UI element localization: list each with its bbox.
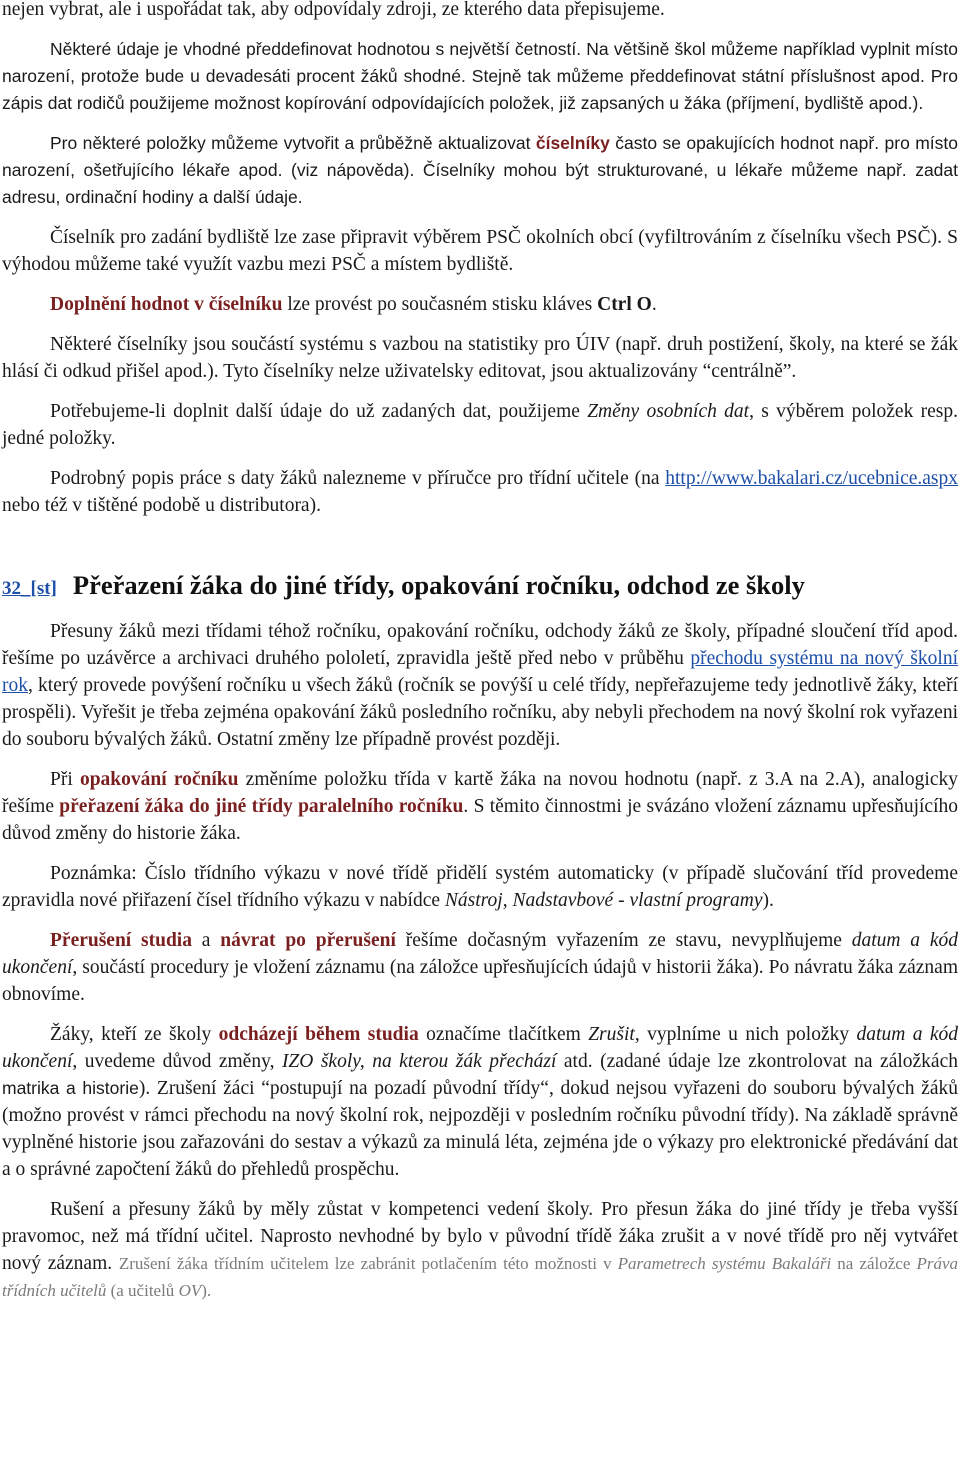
highlight-interruption: Přerušení studia [50, 930, 192, 951]
text: Některé číselníky jsou součástí systému s vazbou na statistiky pro ÚIV (např. druh postižení, školy, na které se žák hlásí či odkud přišel apod.). Tyto číselníky nelze uživatelsky editovat, jsou aktualizovány “centrálně”. [2, 334, 958, 382]
text: Rušení a přesuny žáků by měly zůstat v kompetenci vedení školy. Pro přesun žáka do jiné třídy je třeba vyšší pravomoc, než má třídní učitel. Naprosto nevhodné by bylo v původní třídě žáka zrušit a v nové třídě pro něj vytvářet nový záznam. [2, 1199, 958, 1274]
gray-note: Zrušení žáka třídním učitelem lze zabránit potlačením této možnosti v [118, 1254, 618, 1273]
paragraph-manual [2, 465, 958, 519]
text: ). Zrušení žáci “postupují na pozadí původní třídy“, dokud nejsou vyřazeni do souboru bývalých žáků (možno provést v rámci přechodu na nový školní rok, nejpozději v posledním ročníku původní třídy). Na základě správně vyplněné historie jsou zařazováni do sestav a výkazů za minulá léta, zejména jde o výkazy pro elektronické předávání dat a o správné započtení žáků do přehledů prospěchu. [2, 1078, 958, 1180]
text: Některé údaje je vhodné předdefinovat hodnotou s největší četností. Na většině škol můžeme například vyplnit místo narození, protože bude u devadesáti procent žáků shodné. Stejně tak můžeme předdefinovat státní příslušnost apod. Pro zápis dat rodičů použijeme možnost kopírování odpovídajících položek, již zapsaných u žáka (příjmení, bydliště apod.). [2, 39, 958, 113]
text: Potřebujeme-li doplnit další údaje do už zadaných dat, použijeme [50, 401, 588, 422]
text: označíme tlačítkem [418, 1024, 589, 1045]
text: , uvedeme důvod změny, [72, 1051, 282, 1072]
text: , který provede povýšení ročníku u všech žáků (ročník se povýší u celé třídy, nepřeřazujeme tedy jednotlivě žáky, kteří prospěli). Vyřešit je třeba zejména opakování žáků posledního ročníku, aby nebyli přechodem na nový školní rok vyřazeni do souboru bývalých žáků. Ostatní změny lze případně provést později. [2, 675, 958, 750]
text: Číselník pro zadání bydliště lze zase připravit výběrem PSČ okolních obcí (vyfiltrováním z číselníku všech PSČ). S výhodou můžeme také využít vazbu mezi PSČ a místem bydliště. [2, 227, 958, 275]
gray-note: (a učitelů [106, 1281, 179, 1300]
gray-italic: Parametrech systému Bakaláři [617, 1254, 832, 1273]
text: . [651, 294, 657, 315]
text: Žáky, kteří ze školy [50, 1024, 219, 1045]
highlight-repeat-year: opakování ročníku [79, 769, 239, 790]
manual-link[interactable]: http://www.bakalari.cz/ucebnice.aspx [665, 468, 958, 489]
paragraph-codebooks [2, 130, 958, 211]
text: , vyplníme u nich položky [634, 1024, 857, 1045]
text: Pro některé položky můžeme vytvořit a průběžně aktualizovat [50, 133, 536, 153]
text: , součástí procedury je vložení záznamu (na záložce upřesňujících údajů v historii žáka). Po návratu žáka záznam obnovíme. [2, 957, 958, 1005]
text: řešíme po uzávěrce a archivaci druhého pololetí, zpravidla ještě před nebo v průběhu [2, 648, 691, 669]
italic-term: Zrušit [588, 1024, 635, 1045]
paragraph-shortcut [2, 291, 958, 318]
italic-term: datum a kód ukončení [2, 930, 959, 978]
text: často se opakujících hodnot např. pro místo narození, ošetřujícího lékaře apod. (viz nápověda). [2, 133, 958, 180]
paragraph-defaults [2, 36, 958, 117]
text: . S těmito činnostmi je svázáno vložení záznamu upřesňujícího důvod změny do historie žáka. [2, 796, 958, 844]
text: a [191, 930, 221, 951]
text: , s výběrem položek resp. jedné položky. [2, 401, 958, 449]
italic-term: Změny osobních dat [587, 401, 750, 422]
italic-term: datum a kód ukončení [2, 1024, 959, 1072]
italic-term: Nástroj [444, 890, 503, 911]
text: Poznámka: Číslo třídního výkazu v nové třídě přidělí systém automaticky (v případě slučování tříd provedeme zpravidla nové přiřazení čísel třídního výkazu v nabídce [2, 863, 958, 911]
paragraph-personal-data [2, 398, 958, 452]
section-number-link[interactable]: 32_[st] [2, 578, 57, 599]
italic-term: IZO školy, na kterou žák přechází [281, 1051, 557, 1072]
paragraph-continuation [2, 0, 958, 23]
text: Podrobný popis práce s daty žáků nalezneme v příručce pro třídní učitele (na [50, 468, 666, 489]
paragraph-repeat-year [2, 766, 958, 847]
highlight-fill-values: Doplnění hodnot v číselníku [50, 294, 283, 315]
gray-note: na záložce [831, 1254, 917, 1273]
gray-note: ). [201, 1281, 212, 1300]
text: řešíme dočasným vyřazením ze stavu, nevyplňujeme [395, 930, 852, 951]
highlight-return: návrat po přerušení [220, 930, 396, 951]
highlight-codebooks: číselníky [535, 133, 610, 153]
paragraph-interruption [2, 927, 958, 1008]
key-shortcut: Ctrl O [597, 294, 652, 315]
text: nejen vybrat, ale i uspořádat tak, aby odpovídaly zdroji, ze kterého data přepisujeme. [2, 0, 665, 20]
section-title: Přeřazení žáka do jiné třídy, opakování ročníku, odchod ze školy [72, 570, 805, 600]
text: nebo též v tištěné podobě u distributora). [2, 495, 321, 516]
italic-term: Nadstavbové - vlastní programy [512, 890, 763, 911]
text: Číselníky mohou být strukturované, u lékaře můžeme např. zadat adresu, ordinační hodiny a další údaje. [2, 160, 958, 207]
paragraph-competence [2, 1196, 958, 1304]
text: ). [762, 890, 774, 911]
paragraph-leaving [2, 1021, 958, 1183]
text: atd. (zadané údaje lze zkontrolovat na záložkách [556, 1051, 958, 1072]
section-heading [2, 568, 958, 606]
paragraph-transfers [2, 618, 958, 753]
gray-italic: OV [178, 1281, 202, 1300]
paragraph-note [2, 860, 958, 914]
paragraph-system-codebooks [2, 331, 958, 385]
text: změníme položku třída v kartě žáka na novou hodnotu (např. z 3.A na 2.A), analogicky řešíme [2, 769, 958, 817]
paragraph-residence-codebook [2, 224, 958, 278]
text: lze provést po současném stisku kláves [282, 294, 598, 315]
new-year-link[interactable]: přechodu systému na nový školní rok [2, 648, 958, 696]
text: Přesuny žáků mezi třídami téhož ročníku, opakování ročníku, odchody žáků ze školy, případné sloučení tříd apod. [50, 621, 958, 642]
tab-names: matrika a historie [2, 1078, 139, 1098]
highlight-leaving: odcházejí během studia [218, 1024, 419, 1045]
gray-italic: Práva třídních učitelů [2, 1254, 959, 1300]
text: , [502, 890, 513, 911]
highlight-move-class: přeřazení žáka do jiné třídy paralelního ročníku [59, 796, 464, 817]
text: Při [50, 769, 80, 790]
